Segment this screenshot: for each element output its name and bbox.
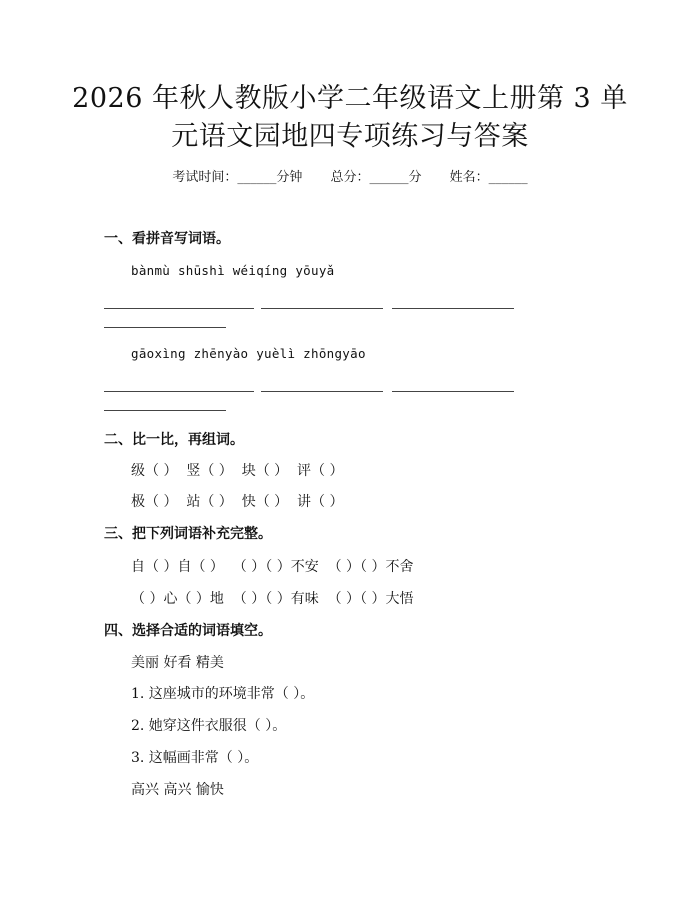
pinyin-row-2: gāoxìng zhēnyào yuèlì zhōngyāo [131, 346, 366, 361]
student-name-field: 姓名：______ [449, 170, 528, 185]
answer-blank-8 [104, 410, 226, 411]
section-2-heading: 二、比一比，再组词。 [104, 432, 244, 448]
total-score-field: 总分：______分 [330, 170, 422, 185]
compare-row-1: 级（ ） 竖（ ） 块（ ） 评（ ） [131, 463, 344, 479]
answer-blank-2 [261, 308, 383, 309]
pinyin-row-1: bànmù shūshì wéiqíng yōuyǎ [131, 263, 335, 278]
section-1-heading: 一、看拼音写词语。 [104, 231, 230, 247]
idiom-row-2: （ ）心（ ）地 （ ）（ ）有味 （ ）（ ）大悟 [131, 591, 414, 607]
page-title-line-1: 2026 年秋人教版小学二年级语文上册第 3 单 [72, 83, 628, 114]
section-4-heading: 四、选择合适的词语填空。 [104, 623, 272, 639]
answer-blank-4 [104, 327, 226, 328]
exam-meta [0, 168, 700, 188]
question-1: 1. 这座城市的环境非常（ ）。 [131, 686, 315, 702]
answer-blank-7 [392, 391, 514, 392]
idiom-row-1: 自（ ）自（ ） （ ）（ ）不安 （ ）（ ）不舍 [131, 559, 414, 575]
word-choices-2: 高兴 高兴 愉快 [131, 782, 224, 798]
question-3: 3. 这幅画非常（ ）。 [131, 750, 259, 766]
word-choices-1: 美丽 好看 精美 [131, 655, 224, 671]
question-2: 2. 她穿这件衣服很（ ）。 [131, 718, 287, 734]
exam-time-field: 考试时间：______分钟 [172, 170, 303, 185]
page-title-line-2: 元语文园地四专项练习与答案 [171, 121, 529, 152]
answer-blank-6 [261, 391, 383, 392]
answer-blank-1 [104, 308, 254, 309]
answer-blank-3 [392, 308, 514, 309]
answer-blank-5 [104, 391, 254, 392]
compare-row-2: 极（ ） 站（ ） 快（ ） 讲（ ） [131, 494, 344, 510]
section-3-heading: 三、把下列词语补充完整。 [104, 526, 272, 542]
